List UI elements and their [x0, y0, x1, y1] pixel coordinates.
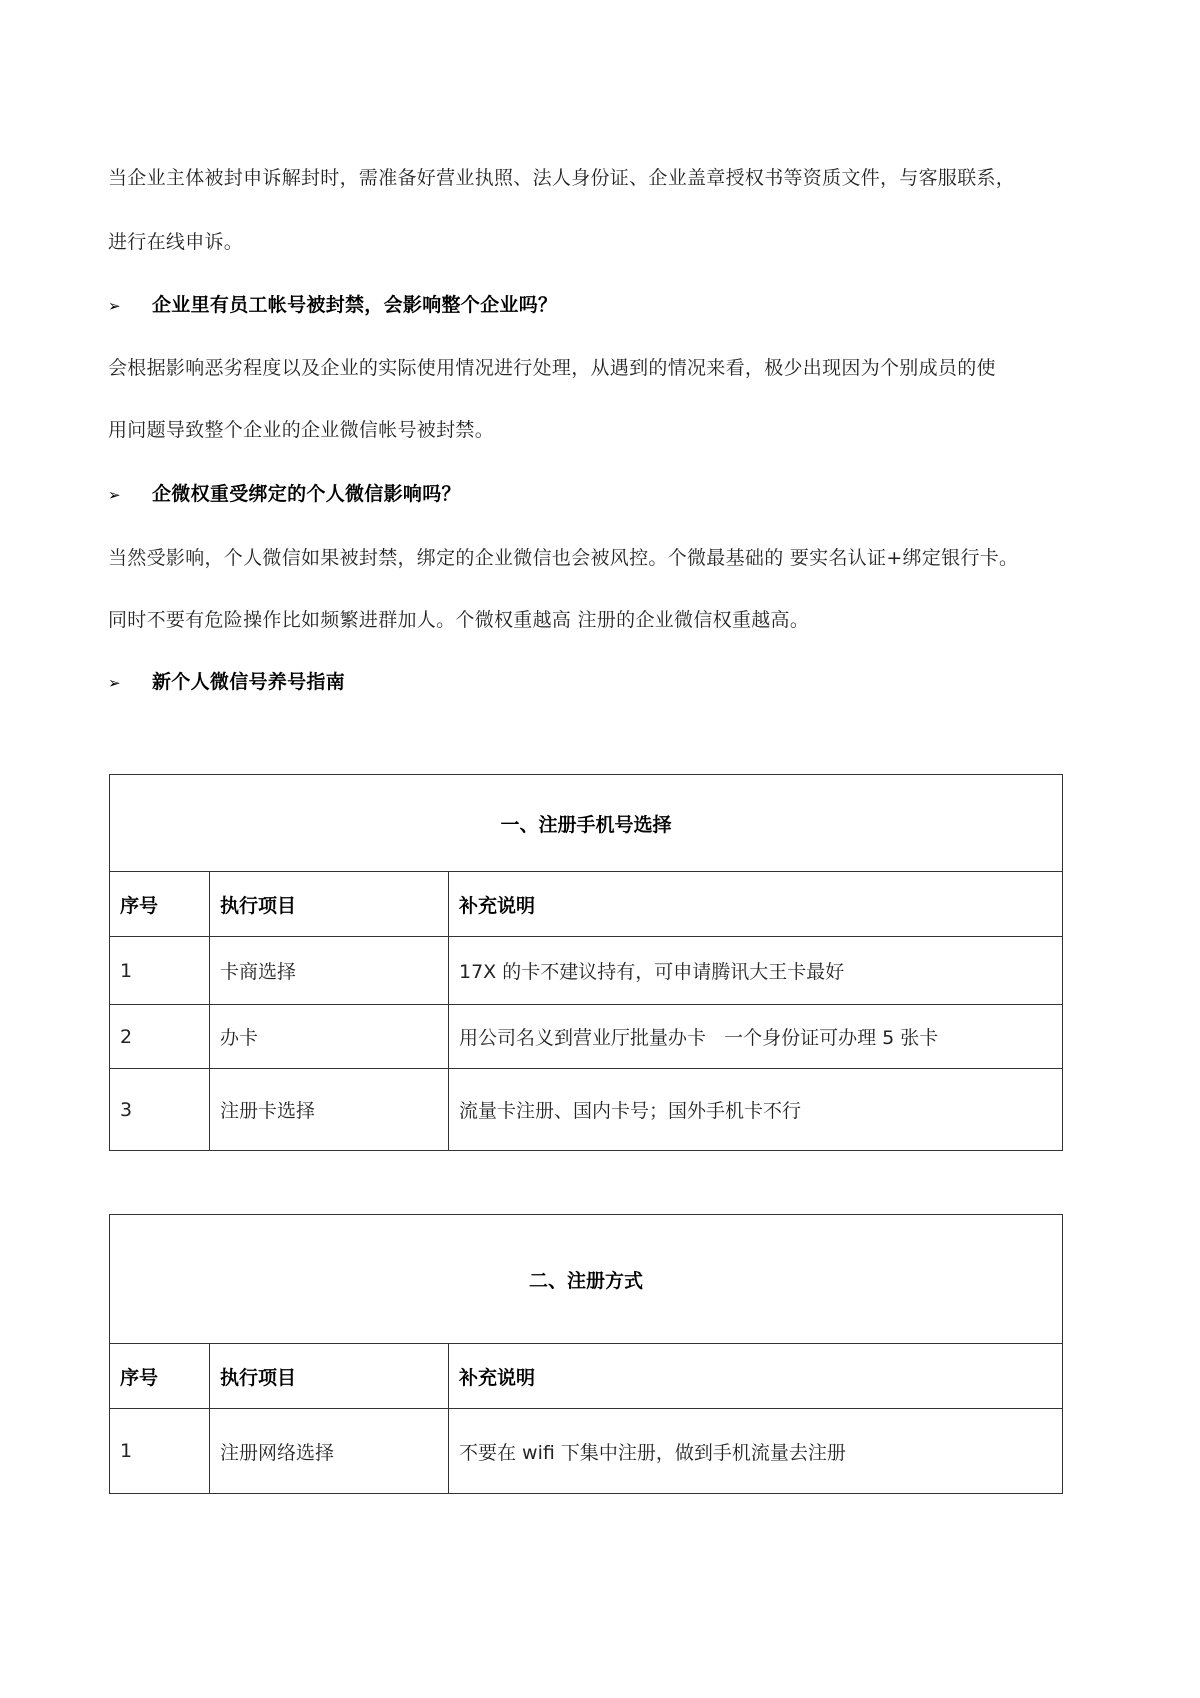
bullet-arrow-icon: ➢	[108, 486, 121, 504]
paragraph-line: 同时不要有危险操作比如频繁进群加人。个微权重越高 注册的企业微信权重越高。	[108, 609, 810, 631]
heading-text: 企微权重受绑定的个人微信影响吗？	[152, 483, 461, 505]
phone-selection-table	[109, 774, 1063, 1151]
table-title: 一、注册手机号选择	[110, 775, 1063, 872]
cell: 流量卡注册、国内卡号；国外手机卡不行	[449, 1069, 1063, 1151]
paragraph-line: 会根据影响恶劣程度以及企业的实际使用情况进行处理，从遇到的情况来看，极少出现因为个别成员的使	[108, 357, 996, 379]
table-title: 二、注册方式	[110, 1215, 1063, 1344]
paragraph-line: 用问题导致整个企业的企业微信帐号被封禁。	[108, 419, 495, 441]
header-cell: 补充说明	[449, 1344, 1063, 1409]
registration-method-table	[109, 1214, 1063, 1494]
cell: 注册网络选择	[210, 1409, 449, 1494]
table-row	[110, 1005, 1063, 1069]
cell: 17X 的卡不建议持有，可申请腾讯大王卡最好	[449, 937, 1063, 1005]
cell: 不要在 wifi 下集中注册，做到手机流量去注册	[449, 1409, 1063, 1494]
table-header-row	[110, 1344, 1063, 1409]
bullet-arrow-icon: ➢	[108, 297, 121, 315]
heading-2	[108, 482, 461, 507]
cell: 1	[110, 937, 210, 1005]
heading-1	[108, 293, 557, 318]
paragraph-line: 当然受影响，个人微信如果被封禁，绑定的企业微信也会被风控。个微最基础的 要实名认证+绑定银行卡。	[108, 547, 1019, 569]
header-cell: 序号	[110, 872, 210, 937]
header-cell: 补充说明	[449, 872, 1063, 937]
cell: 3	[110, 1069, 210, 1151]
table-row	[110, 937, 1063, 1005]
table-row	[110, 1069, 1063, 1151]
paragraph-line: 进行在线申诉。	[108, 231, 244, 253]
cell: 办卡	[210, 1005, 449, 1069]
paragraph-line: 当企业主体被封申诉解封时，需准备好营业执照、法人身份证、企业盖章授权书等资质文件，与客服联系，	[108, 167, 1016, 189]
cell: 1	[110, 1409, 210, 1494]
cell: 注册卡选择	[210, 1069, 449, 1151]
table-row	[110, 1409, 1063, 1494]
cell: 用公司名义到营业厅批量办卡 一个身份证可办理 5 张卡	[449, 1005, 1063, 1069]
heading-text: 企业里有员工帐号被封禁，会影响整个企业吗？	[152, 294, 558, 316]
header-cell: 执行项目	[210, 872, 449, 937]
header-cell: 执行项目	[210, 1344, 449, 1409]
heading-3	[108, 670, 345, 695]
table-header-row	[110, 872, 1063, 937]
cell: 卡商选择	[210, 937, 449, 1005]
heading-text: 新个人微信号养号指南	[152, 671, 346, 693]
cell: 2	[110, 1005, 210, 1069]
header-cell: 序号	[110, 1344, 210, 1409]
bullet-arrow-icon: ➢	[108, 674, 121, 692]
